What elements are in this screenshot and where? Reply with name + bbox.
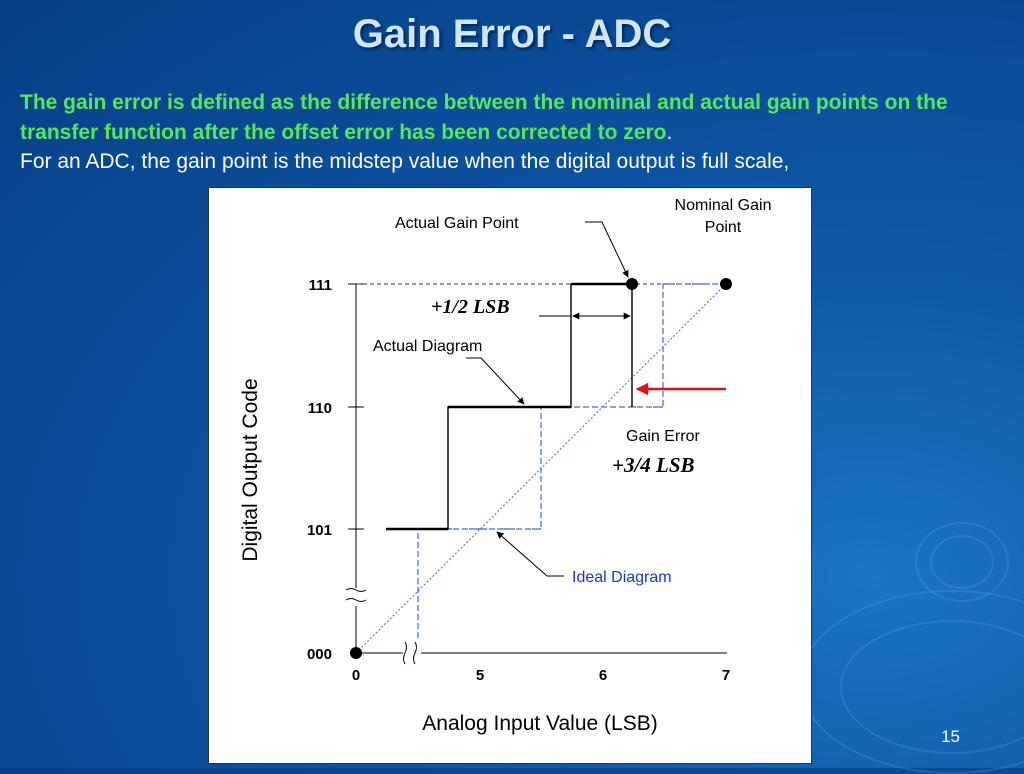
actual-gain-point-leader (585, 222, 628, 277)
x-axis-break (404, 642, 417, 664)
page-number: 15 (941, 727, 960, 746)
origin-point (350, 647, 362, 659)
body-regular-text: For an ADC, the gain point is the midstep value when the digital output is full scale, (20, 150, 790, 173)
x-tick-label-0: 0 (351, 667, 361, 684)
actual-gain-point (626, 278, 638, 290)
diagram-svg (209, 188, 811, 763)
y-tick-label-110: 110 (307, 400, 332, 417)
ideal-diagram-label: Ideal Diagram (572, 569, 672, 586)
y-axis-break (346, 589, 366, 602)
x-axis-title: Analog Input Value (LSB) (422, 712, 658, 735)
slide-body (20, 88, 1010, 177)
y-tick-label-111: 111 (308, 277, 332, 294)
half-lsb-label: +1/2 LSB (431, 296, 510, 318)
y-tick-label-000: 000 (306, 646, 332, 663)
body-bold-text: The gain error is defined as the difference between the nominal and actual gain points on the transfer function after the offset error has been corrected to zero (20, 91, 948, 144)
x-tick-label-5: 5 (475, 667, 485, 684)
actual-gain-point-label: Actual Gain Point (395, 215, 519, 232)
x-tick-label-6: 6 (598, 667, 608, 684)
body-period: . (666, 120, 673, 144)
nominal-gain-point (720, 278, 732, 290)
actual-diagram-leader (466, 358, 524, 404)
ideal-diagram-leader (497, 532, 564, 576)
y-tick-label-101: 101 (306, 522, 332, 539)
three-quarter-lsb-label: +3/4 LSB (612, 453, 695, 477)
nominal-gain-point-label-line1: Nominal Gain (674, 197, 772, 214)
gain-error-figure (208, 187, 812, 764)
y-axis-title: Digital Output Code (239, 378, 262, 562)
slide-title: Gain Error - ADC (352, 12, 672, 56)
actual-diagram-label: Actual Diagram (373, 338, 483, 355)
nominal-gain-point-label-line2: Point (704, 219, 742, 236)
gain-error-label: Gain Error (626, 428, 700, 445)
x-tick-label-7: 7 (721, 667, 731, 684)
